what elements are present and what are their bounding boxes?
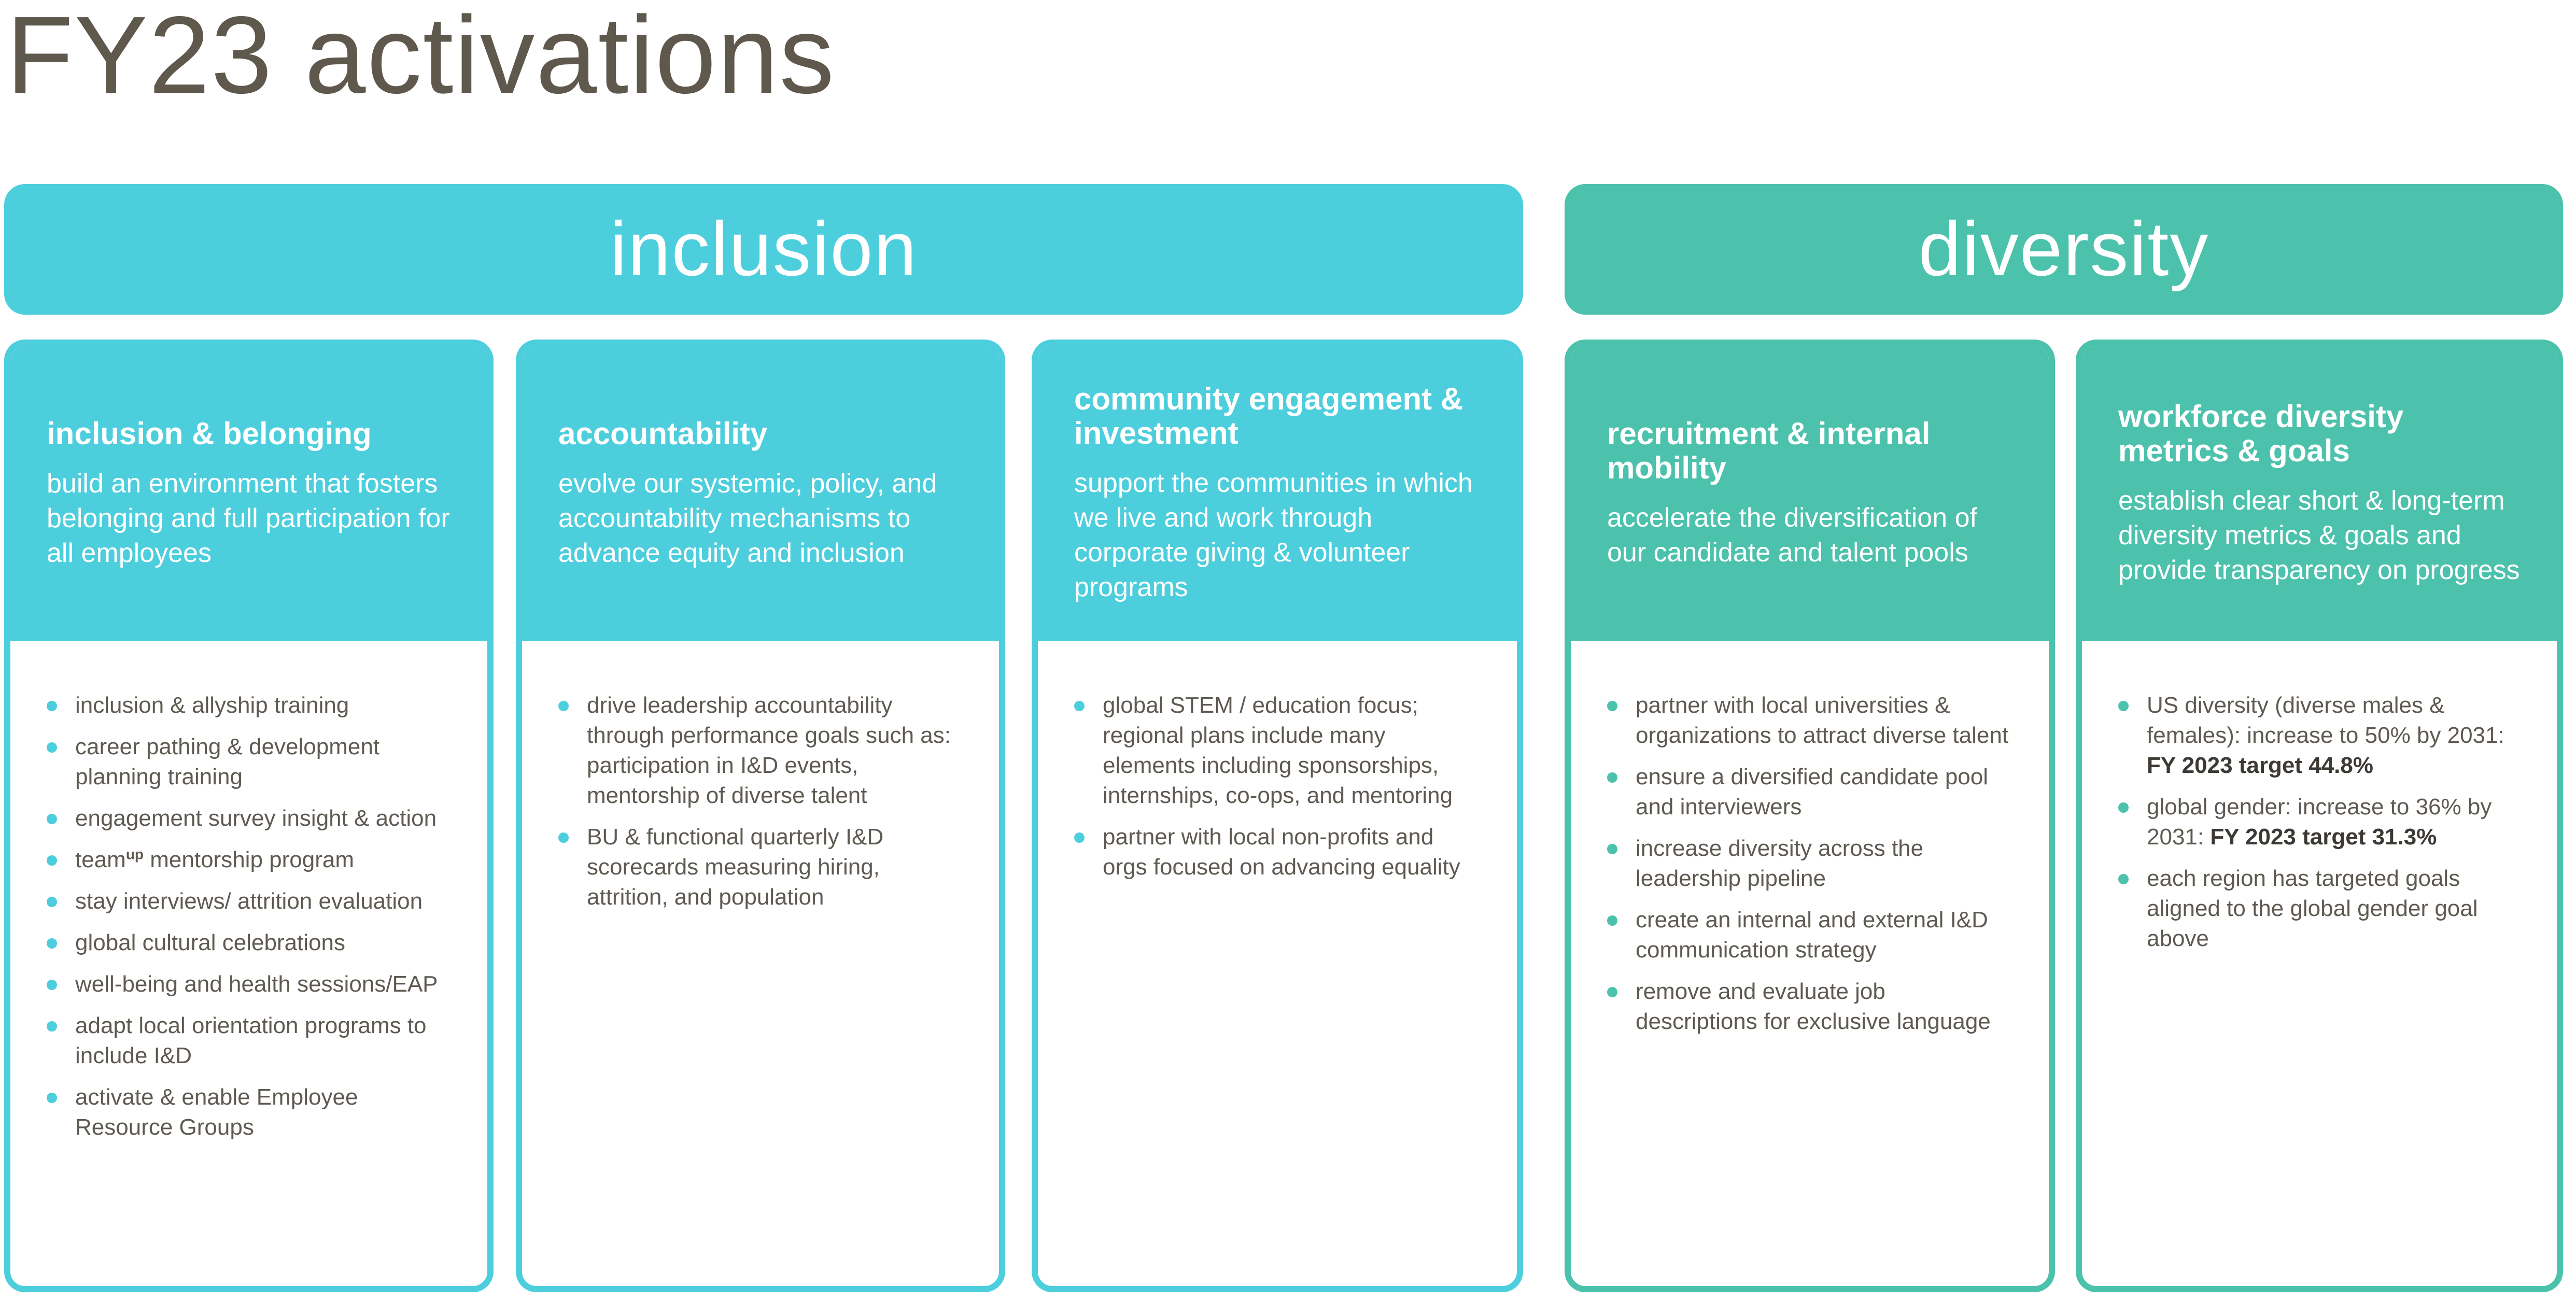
- bullet-icon: [47, 897, 57, 907]
- bullet-icon: [1074, 832, 1085, 843]
- list-item: career pathing & development planning training: [47, 732, 451, 792]
- list-item: engagement survey insight & action: [47, 803, 451, 834]
- bullet-icon: [47, 855, 57, 866]
- list-item: US diversity (diverse males & females): increase to 50% by 2031: FY 2023 target 44.8%: [2118, 690, 2521, 781]
- card-header: [10, 346, 487, 641]
- list-item: drive leadership accountability through performance goals such as: participation in I&D events, mentorship of diverse talent: [558, 690, 963, 811]
- bullet-icon: [47, 701, 57, 711]
- card-title: community engagement & investment: [1074, 382, 1463, 450]
- list-item: well-being and health sessions/EAP: [47, 969, 451, 999]
- list-item: global gender: increase to 36% by 2031: FY 2023 target 31.3%: [2118, 792, 2521, 852]
- list-item: team$^{up}$ mentorship program: [47, 845, 451, 875]
- list-item: increase diversity across the leadership pipeline: [1607, 834, 2012, 894]
- activation-list: [522, 641, 999, 912]
- list-item: create an internal and external I&D communication strategy: [1607, 905, 2012, 965]
- bullet-icon: [47, 1021, 57, 1032]
- bullet-icon: [2118, 701, 2129, 711]
- list-item: activate & enable Employee Resource Groups: [47, 1082, 451, 1142]
- bullet-icon: [2118, 874, 2129, 884]
- bullet-icon: [558, 701, 569, 711]
- bullet-icon: [47, 814, 57, 824]
- card-title: recruitment & internal mobility: [1607, 416, 1931, 485]
- bullet-icon: [1074, 701, 1085, 711]
- target-value: FY 2023 target 44.8%: [2147, 753, 2373, 778]
- bullet-icon: [558, 832, 569, 843]
- card-title: workforce diversity metrics & goals: [2118, 399, 2404, 468]
- page-title: FY23 activations: [6, 0, 836, 116]
- list-item: global cultural celebrations: [47, 928, 451, 958]
- list-item: BU & functional quarterly I&D scorecards measuring hiring, attrition, and population: [558, 822, 963, 912]
- card-description: evolve our systemic, policy, and accountability mechanisms to advance equity and inclusion: [558, 468, 937, 568]
- activation-list: [10, 641, 487, 1142]
- card-header: [522, 346, 999, 641]
- inclusion-belonging-card: [4, 340, 494, 1292]
- list-item: stay interviews/ attrition evaluation: [47, 886, 451, 916]
- list-item: adapt local orientation programs to include I&D: [47, 1011, 451, 1071]
- list-item: ensure a diversified candidate pool and interviewers: [1607, 762, 2012, 822]
- card-header: [2082, 346, 2557, 641]
- diversity-banner: diversity: [1565, 184, 2563, 315]
- bullet-icon: [1607, 987, 1617, 997]
- bullet-icon: [47, 980, 57, 990]
- card-title: inclusion & belonging: [47, 416, 372, 451]
- list-item: partner with local universities & organizations to attract diverse talent: [1607, 690, 2012, 751]
- bullet-icon: [1607, 701, 1617, 711]
- card-description: accelerate the diversification of our candidate and talent pools: [1607, 503, 1977, 568]
- inclusion-banner: inclusion: [4, 184, 1523, 315]
- card-description: establish clear short & long-term diversity metrics & goals and provide transparency on progress: [2118, 485, 2520, 585]
- workforce-diversity-card: [2076, 340, 2563, 1292]
- card-description: support the communities in which we live and work through corporate giving & volunteer programs: [1074, 468, 1473, 602]
- card-header: [1571, 346, 2049, 641]
- bullet-icon: [1607, 915, 1617, 926]
- list-item: remove and evaluate job descriptions for exclusive language: [1607, 977, 2012, 1037]
- bullet-icon: [47, 938, 57, 949]
- bullet-icon: [1607, 772, 1617, 783]
- community-engagement-card: [1032, 340, 1523, 1292]
- bullet-icon: [47, 742, 57, 753]
- card-header: [1038, 346, 1517, 641]
- activation-list: [1038, 641, 1517, 882]
- card-title: accountability: [558, 416, 768, 451]
- list-item: global STEM / education focus; regional plans include many elements including sponsorships, internships, co-ops, and mentoring: [1074, 690, 1481, 811]
- list-item: inclusion & allyship training: [47, 690, 451, 721]
- list-item: partner with local non-profits and orgs focused on advancing equality: [1074, 822, 1481, 882]
- bullet-icon: [47, 1093, 57, 1103]
- activation-list: [2082, 641, 2557, 954]
- list-item: each region has targeted goals aligned to the global gender goal above: [2118, 864, 2521, 954]
- accountability-card: [516, 340, 1005, 1292]
- activation-list: [1571, 641, 2049, 1037]
- recruitment-mobility-card: [1565, 340, 2055, 1292]
- target-value: FY 2023 target 31.3%: [2210, 824, 2437, 850]
- bullet-icon: [2118, 802, 2129, 813]
- bullet-icon: [1607, 844, 1617, 854]
- card-description: build an environment that fosters belonging and full participation for all employees: [47, 468, 450, 568]
